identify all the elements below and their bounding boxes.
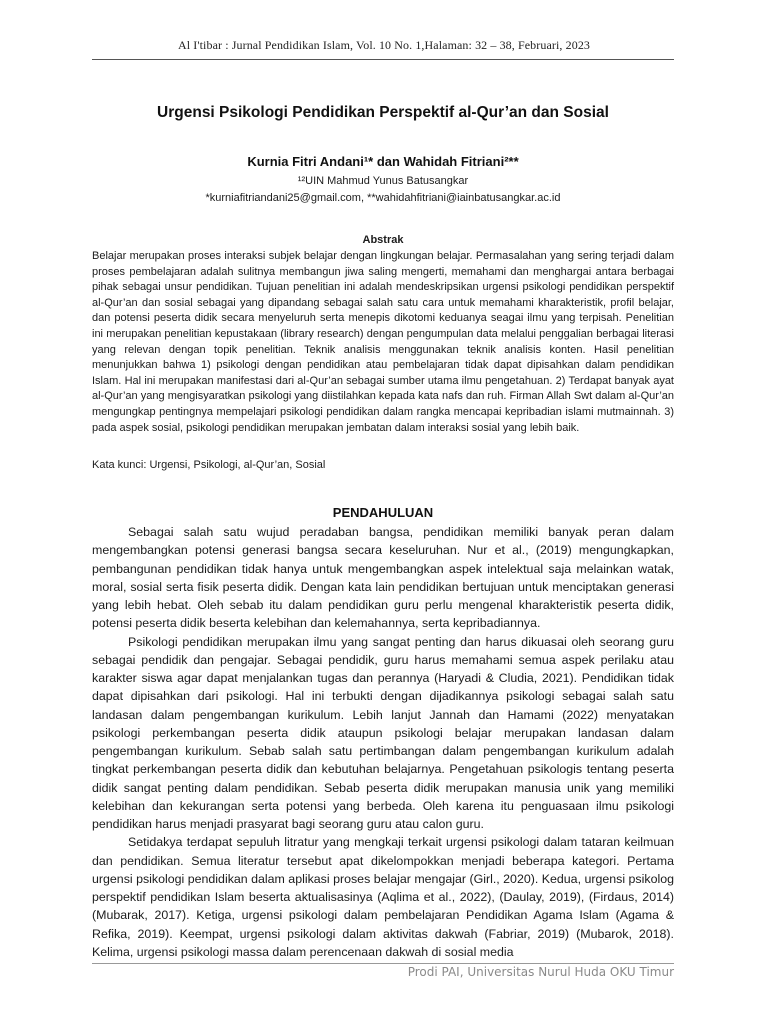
abstract-heading: Abstrak xyxy=(362,234,404,246)
header-divider xyxy=(92,59,674,60)
abstract-text: Belajar merupakan proses interaksi subjek belajar dengan lingkungan belajar. Permasalahan yang sering terjadi dalam proses pembelajaran adalah sulitnya membangun jiwa saling mengerti, memahami dan menghargai antara berbagai pihak sebagai unsur pendidikan. Tujuan penelitian ini adalah mendeskripsikan urgensi psikologi pendidikan perspektif al-Qur’an dan sosial sebagai yang dipandang sebagai salah satu cara untuk memahami kharakteristik, profil belajar, dan potensi peserta didik secara menyeluruh serta menepis dikotomi keduanya seagai ilmu yang terpisah. Penelitian ini merupakan penelitian kepustakaan (library research) dengan pengumpulan data melalui penggalian berbagai literasi yang relevan dengan topik penelitian. Teknik analisis menggunakan teknik analisis konten. Hasil penelitian menunjukkan bahwa 1) psikologi dengan pendidikan atau pembelajaran tidak dapat dipisahkan dalam pendidikan Islam. Hal ini merupakan manifestasi dari al-Qur’an sebagai sumber utama ilmu pengetahuan. 2) Terdapat banyak ayat al-Qur’an yang mengisyaratkan psikologi yang diistilahkan kepada kata nafs dan ruh. Firman Allah Swt dalam al-Qur’an mengungkap pentingnya mempelajari psikologi pendidikan dalam rangka mencapai kepribadian islami mutmainnah. 3) pada aspek sosial, psikologi pendidikan merupakan jembatan dalam interaksi sosial yang lebih baik. xyxy=(92,250,674,434)
section-heading: PENDAHULUAN xyxy=(332,505,434,520)
author-emails: *kurniafitriandani25@gmail.com, **wahidahfitriani@iainbatusangkar.ac.id xyxy=(205,192,561,204)
footer-divider xyxy=(92,963,674,964)
author-names: Kurnia Fitri Andani¹* dan Wahidah Fitriani²** xyxy=(247,154,519,169)
body-paragraph: Sebagai salah satu wujud peradaban bangsa, pendidikan memiliki banyak peran dalam mengembangkan potensi generasi bangsa secara keseluruhan. Nur et al., (2019) mengungkapkan, pembangunan pendidikan tidak hanya untuk mengembangkan aspek intelektual saja melainkan watak, moral, sosial serta fisik peserta didik. Dengan kata lain pendidikan bertujuan untuk menciptakan generasi yang lebih hebat. Oleh sebab itu dalam pendidikan guru perlu mengenal kharakteristik peserta didik, potensi peserta didik beserta kelebihan dan kelemahannya, serta kepribadiannya. xyxy=(92,525,674,631)
article-title: Urgensi Psikologi Pendidikan Perspektif al-Qur’an dan Sosial xyxy=(157,104,609,121)
keywords: Kata kunci: Urgensi, Psikologi, al-Qur’an, Sosial xyxy=(92,459,326,471)
journal-header: Al I'tibar : Jurnal Pendidikan Islam, Vol. 10 No. 1,Halaman: 32 – 38, Februari, 2023 xyxy=(177,38,591,52)
body-paragraph: Setidakya terdapat sepuluh litratur yang mengkaji terkait urgensi psikologi dalam tataran keilmuan dan pendidikan. Semua literatur tersebut apat dikelompokkan menjadi beberapa kategori. Pertama urgensi psikologi pendidikan dalam aplikasi proses belajar mengajar (Girl., 2020). Kedua, urgensi psikolog perspektif pendidikan Islam beserta aktualisasinya (Aqlima et al., 2022), (Daulay, 2019), (Firdaus, 2014) (Mubarak, 2017). Ketiga, urgensi psikologi dalam pembelajaran Pendidikan Agama Islam (Agama & Refika, 2019). Keempat, urgensi psikologi dalam aktivitas dakwah (Fabriar, 2019) (Mubarok, 2018). Kelima, urgensi psikologi massa dalam perencenaan dakwah di sosial media xyxy=(92,835,674,959)
page-footer: Prodi PAI, Universitas Nurul Huda OKU Timur xyxy=(407,965,674,979)
author-affiliation: ¹²UIN Mahmud Yunus Batusangkar xyxy=(297,175,469,187)
body-paragraph: Psikologi pendidikan merupakan ilmu yang sangat penting dan harus dikuasai oleh seorang guru sebagai pendidik dan pengajar. Sebagai pendidik, guru harus memahami semua aspek perilaku atau karakter siswa agar dapat menjalankan tugas dan perannya (Haryadi & Cludia, 2021). Pendidikan tidak dapat dipisahkan dari psikologi. Hal ini terbukti dengan dijadikannya psikologi sebagai salah satu landasan dalam pengembangan kurikulum. Lebih lanjut Jannah dan Hamami (2022) menyatakan psikologi perkembangan peserta didik ataupun psikologi belajar merupakan landasan dalam pengembangan kurikulum. Sebab salah satu pertimbangan dalam pengembangan kurikulum adalah tingkat perkembangan peserta didik dan kebutuhan belajarnya. Pengetahuan psikologis tentang peserta didik sangat penting dalam pendidikan. Sebab peserta didik merupakan manusia unik yang memiliki kelebihan dan kekurangan serta potensi yang berbeda. Oleh karena itu penguasaan ilmu psikologi pendidikan harus menjadi prasyarat bagi seorang guru atau calon guru. xyxy=(92,634,674,831)
section-body xyxy=(92,523,674,961)
